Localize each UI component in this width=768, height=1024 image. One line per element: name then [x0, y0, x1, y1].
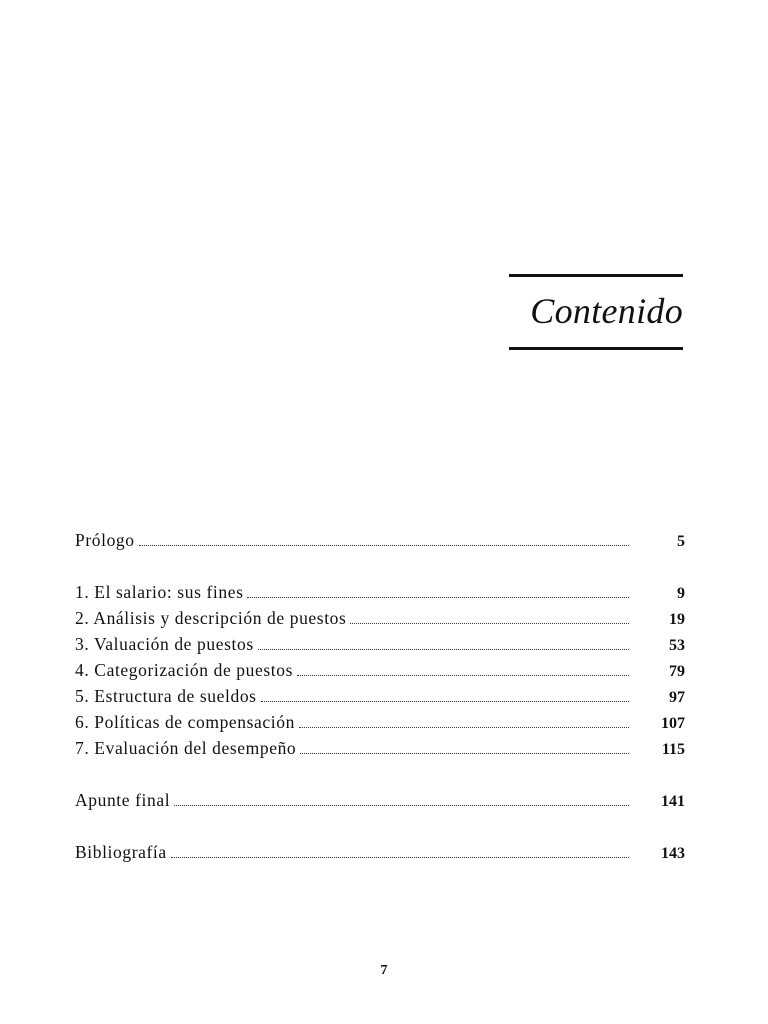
- toc-entry-page: 141: [661, 793, 685, 810]
- toc-entry-page: 9: [677, 585, 685, 602]
- toc-entry-prologo[interactable]: [75, 528, 685, 552]
- toc-entry-chapter-1[interactable]: [75, 580, 685, 604]
- toc-entry-page: 97: [669, 689, 685, 706]
- page-number: 7: [380, 963, 388, 978]
- toc-entry-chapter-7[interactable]: [75, 736, 685, 760]
- toc-entry-chapter-3[interactable]: [75, 632, 685, 656]
- page-title: Contenido: [530, 291, 683, 331]
- toc-entry-label: Bibliografía: [75, 842, 167, 862]
- toc-entry-label: 5. Estructura de sueldos: [75, 686, 257, 706]
- dot-leader: [174, 790, 629, 806]
- toc-entry-chapter-2[interactable]: [75, 606, 685, 630]
- toc-entry-chapter-5[interactable]: [75, 684, 685, 708]
- toc-entry-page: 107: [661, 715, 685, 732]
- toc-entry-chapter-6[interactable]: [75, 710, 685, 734]
- toc-entry-page: 19: [669, 611, 685, 628]
- toc-entry-bibliografia[interactable]: [75, 840, 685, 864]
- dot-leader: [171, 842, 629, 858]
- toc-entry-page: 115: [661, 741, 685, 758]
- toc-entry-label: 1. El salario: sus fines: [75, 582, 244, 602]
- toc-entry-page: 143: [661, 845, 685, 862]
- dot-leader: [300, 738, 629, 754]
- dot-leader: [247, 582, 629, 598]
- toc-entry-label: 4. Categorización de puestos: [75, 660, 293, 680]
- toc-entry-label: 2. Análisis y descripción de puestos: [75, 608, 347, 628]
- dot-leader: [258, 634, 629, 650]
- toc-entry-label: 6. Políticas de compensación: [75, 712, 295, 732]
- toc-entry-apunte-final[interactable]: [75, 788, 685, 812]
- toc-entry-label: 7. Evaluación del desempeño: [75, 738, 297, 758]
- toc-entry-page: 53: [669, 637, 685, 654]
- dot-leader: [261, 686, 629, 702]
- toc-entry-page: 5: [677, 533, 685, 550]
- toc-entry-label: 3. Valuación de puestos: [75, 634, 254, 654]
- dot-leader: [297, 660, 629, 676]
- toc-entry-page: 79: [669, 663, 685, 680]
- toc-entry-label: Prólogo: [75, 530, 135, 550]
- table-of-contents: [75, 0, 685, 1024]
- dot-leader: [139, 530, 629, 546]
- toc-entry-chapter-4[interactable]: [75, 658, 685, 682]
- dot-leader: [299, 712, 629, 728]
- toc-entry-label: Apunte final: [75, 790, 171, 810]
- dot-leader: [350, 608, 629, 624]
